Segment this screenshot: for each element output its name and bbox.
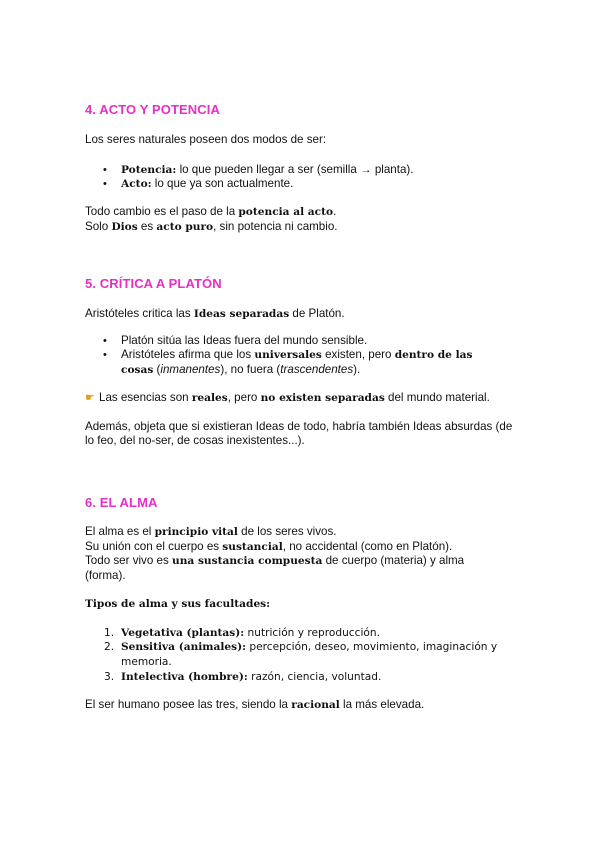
paragraph: Su unión con el cuerpo es sustancial, no accidental (como en Platón). (85, 539, 453, 553)
bullet-list (85, 334, 525, 378)
list-item: • Platón sitúa las Ideas fuera del mundo sensible. (85, 334, 525, 349)
section-critica-platon (85, 276, 525, 449)
list-item: 2. Sensitiva (animales): percepción, deseo, movimiento, imaginación y memoria. (104, 641, 498, 668)
section-heading: 6. EL ALMA (85, 495, 158, 510)
numbered-list (85, 626, 505, 685)
paragraph: Solo Dios es acto puro, sin potencia ni cambio. (85, 219, 338, 233)
subheading: Tipos de alma y sus facultades: (85, 597, 271, 610)
section-heading: 5. CRÍTICA A PLATÓN (85, 276, 222, 291)
bullet-list (85, 163, 525, 192)
note-paragraph: ☛ Las esencias son reales, pero no existen separadas del mundo material. (85, 390, 490, 404)
section-el-alma (85, 495, 525, 713)
section-acto-potencia (85, 102, 525, 235)
paragraph: Todo cambio es el paso de la potencia al acto. (85, 205, 337, 219)
pointing-hand-icon: ☛ (85, 391, 95, 404)
paragraph: El alma es el principio vital de los seres vivos. (85, 525, 337, 538)
list-item: • Aristóteles afirma que los universales existen, pero dentro de las cosas (inmanentes), no fuera (trascendentes). (85, 348, 525, 377)
list-item: 1. Vegetativa (plantas): nutrición y reproducción. (104, 626, 380, 639)
list-item: 3. Intelectiva (hombre): razón, ciencia, voluntad. (104, 670, 382, 683)
paragraph: Todo ser vivo es una sustancia compuesta de cuerpo (materia) y alma (forma). (85, 554, 465, 583)
paragraph: El ser humano posee las tres, siendo la racional la más elevada. (85, 698, 425, 712)
section-heading: 4. ACTO Y POTENCIA (85, 102, 220, 117)
list-item: • Potencia: lo que pueden llegar a ser (semilla → planta). (85, 163, 525, 178)
paragraph: Además, objeta que si existieran Ideas de todo, habría también Ideas absurdas (de lo feo, del no-ser, de cosas inexistentes...). (85, 419, 513, 448)
paragraph: Aristóteles critica las Ideas separadas de Platón. (85, 307, 345, 320)
paragraph: Los seres naturales poseen dos modos de ser: (85, 133, 327, 146)
list-item: • Acto: lo que ya son actualmente. (85, 177, 525, 192)
